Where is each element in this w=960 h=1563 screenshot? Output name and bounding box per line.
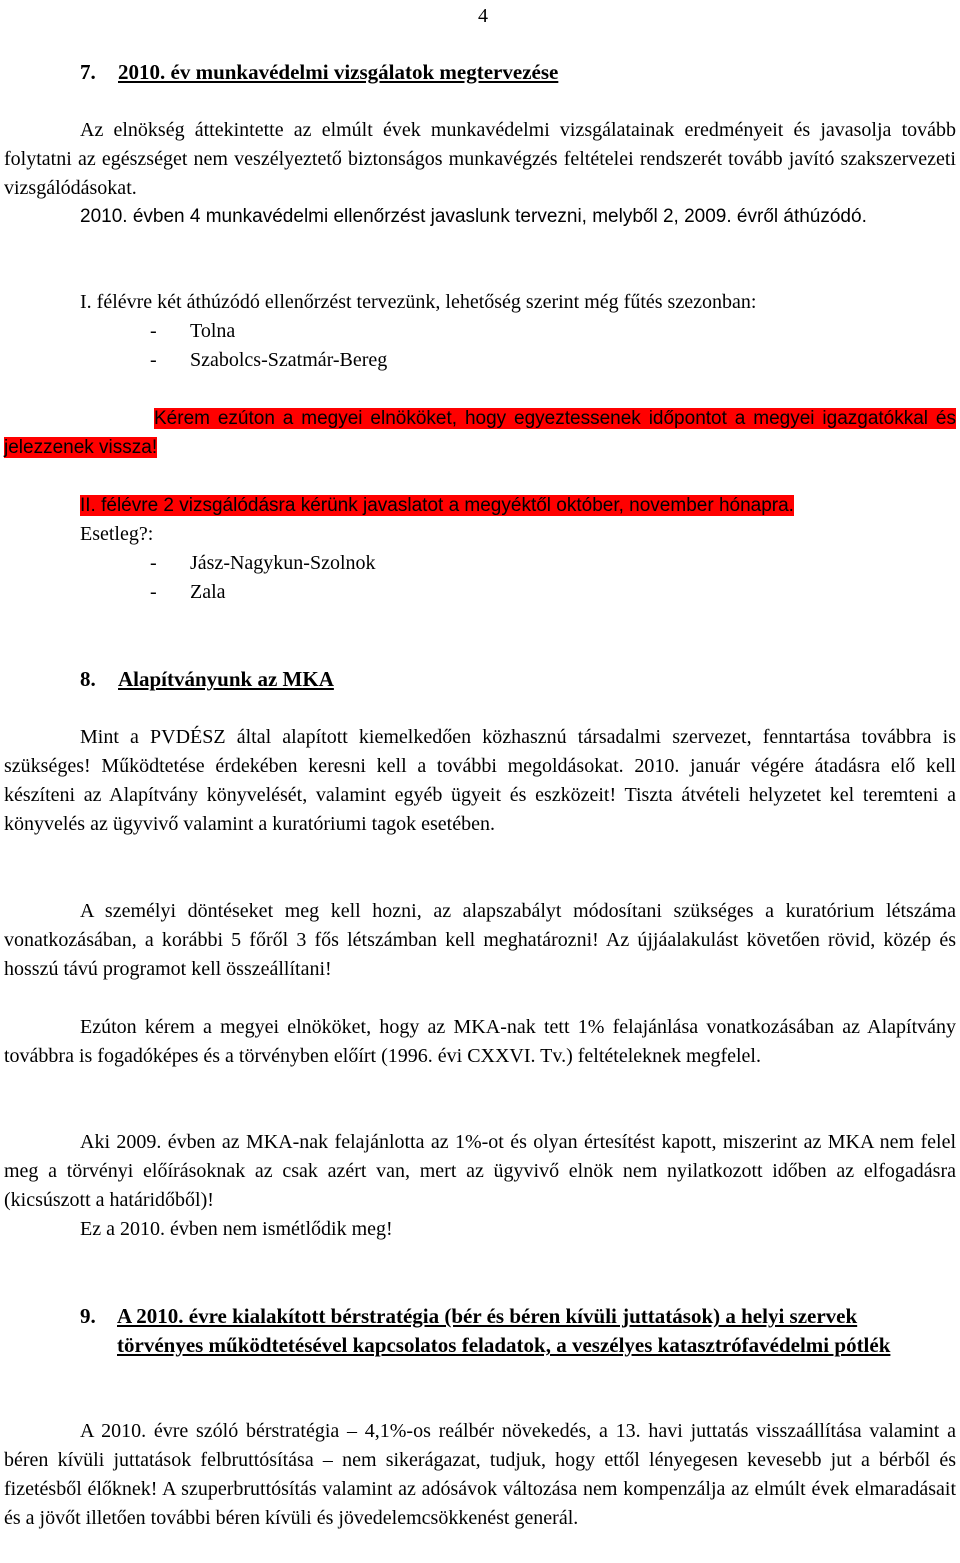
section-8-heading [80,665,334,694]
section-7-para-1: Az elnökség áttekintette az elmúlt évek munkavédelmi vizsgálatainak eredményeit és javasolja tovább folytatni az egészséget nem veszélyeztető biztonságos munkavégzés feltételei rendszerét tovább javító szakszervezeti vizsgálódásokat. [4,119,956,199]
half-2-item: - Zala [150,581,226,603]
section-9-para-1: A 2010. évre szóló bérstratégia – 4,1%-os reálbér növekedés, a 13. havi juttatás visszaállítása valamint a béren kívüli juttatások felbruttósítása – nem sikerágazat, tudjuk, hogy ettől lényegesen kevesebb jut a bérből és fizetésből élőknek! A szuperbruttósítás valamint az adósávok változása nem kompenzálja az elmúlt évek elmaradásait és a jövőt illetően további béren kívüli és jövedelemcsökkenést generál. [4,1420,956,1529]
half-2-intro: II. félévre 2 vizsgálódásra kérünk javaslatot a megyéktől október, november hónapra. [80,495,794,516]
section-8-para-2: A személyi döntéseket meg kell hozni, az alapszabályt módosítani szükséges a kuratórium létszáma vonatkozásában, a korábbi 5 főről 3 fős létszámban kell meghatározni! Az újjáalakulást követően rövid, közép és hosszú távú programot kell összeállítani! [4,900,956,980]
half-1-intro: I. félévre két áthúzódó ellenőrzést tervezünk, lehetőség szerint még fűtés szezonban: [80,291,757,313]
half-1-item: - Szabolcs-Szatmár-Bereg [150,349,388,371]
section-8-para-1: Mint a PVDÉSZ által alapított kiemelkedően közhasznú társadalmi szervezet, fenntartása továbbra is szükséges! Működtetése érdekében keresni kell a további megoldásokat. 2010. január végére átadásra elő kell készíteni az Alapítvány könyvelését, valamint egyéb ügyeit és eszközeit! Tiszta átvételi helyzetet kel teremteni a könyvelés az ügyvivő valamint a kuratóriumi tagok esetében. [4,726,956,835]
section-7-number: 7. [80,60,96,84]
section-8-para-5: Ez a 2010. évben nem ismétlődik meg! [80,1218,393,1240]
half-2-item: - Jász-Nagykun-Szolnok [150,552,376,574]
section-8-title: Alapítványunk az MKA [118,667,334,691]
section-9-heading [80,1302,922,1389]
section-7-para-2: 2010. évben 4 munkavédelmi ellenőrzést javaslunk tervezni, melyből 2, 2009. évről áthúzódó. [80,206,867,227]
section-7-title: 2010. év munkavédelmi vizsgálatok megtervezése [118,60,559,84]
half-2-maybe: Esetleg?: [80,523,154,545]
half-1-item: - Tolna [150,320,236,342]
section-8-para-3: Ezúton kérem a megyei elnököket, hogy az MKA-nak tett 1% felajánlása vonatkozásában az Alapítvány továbbra is fogadóképes és a törvényben előírt (1996. évi CXXVI. Tv.) feltételeknek megfelel. [4,1016,956,1067]
section-9-number: 9. [80,1304,96,1328]
section-7-heading [80,58,558,87]
request-highlighted: Kérem ezúton a megyei elnököket, hogy egyeztessenek időpontot a megyei igazgatókkal és jelezzenek vissza! [4,408,956,458]
page-number: 4 [478,5,488,27]
section-8-number: 8. [80,667,96,691]
section-9-title: A 2010. évre kialakított bérstratégia (bér és béren kívüli juttatások) a helyi szervek törvényes működtetésével kapcsolatos feladatok, a veszélyes katasztrófavédelmi pótlék [117,1304,891,1357]
section-8-para-4: Aki 2009. évben az MKA-nak felajánlotta az 1%-ot és olyan értesítést kapott, miszerint az MKA nem felel meg a törvényi előírásoknak az csak azért van, mert az ügyvivő elnök nem nyilatkozott időben az elfogadásra (kicsúszott a határidőből)! [4,1131,956,1211]
